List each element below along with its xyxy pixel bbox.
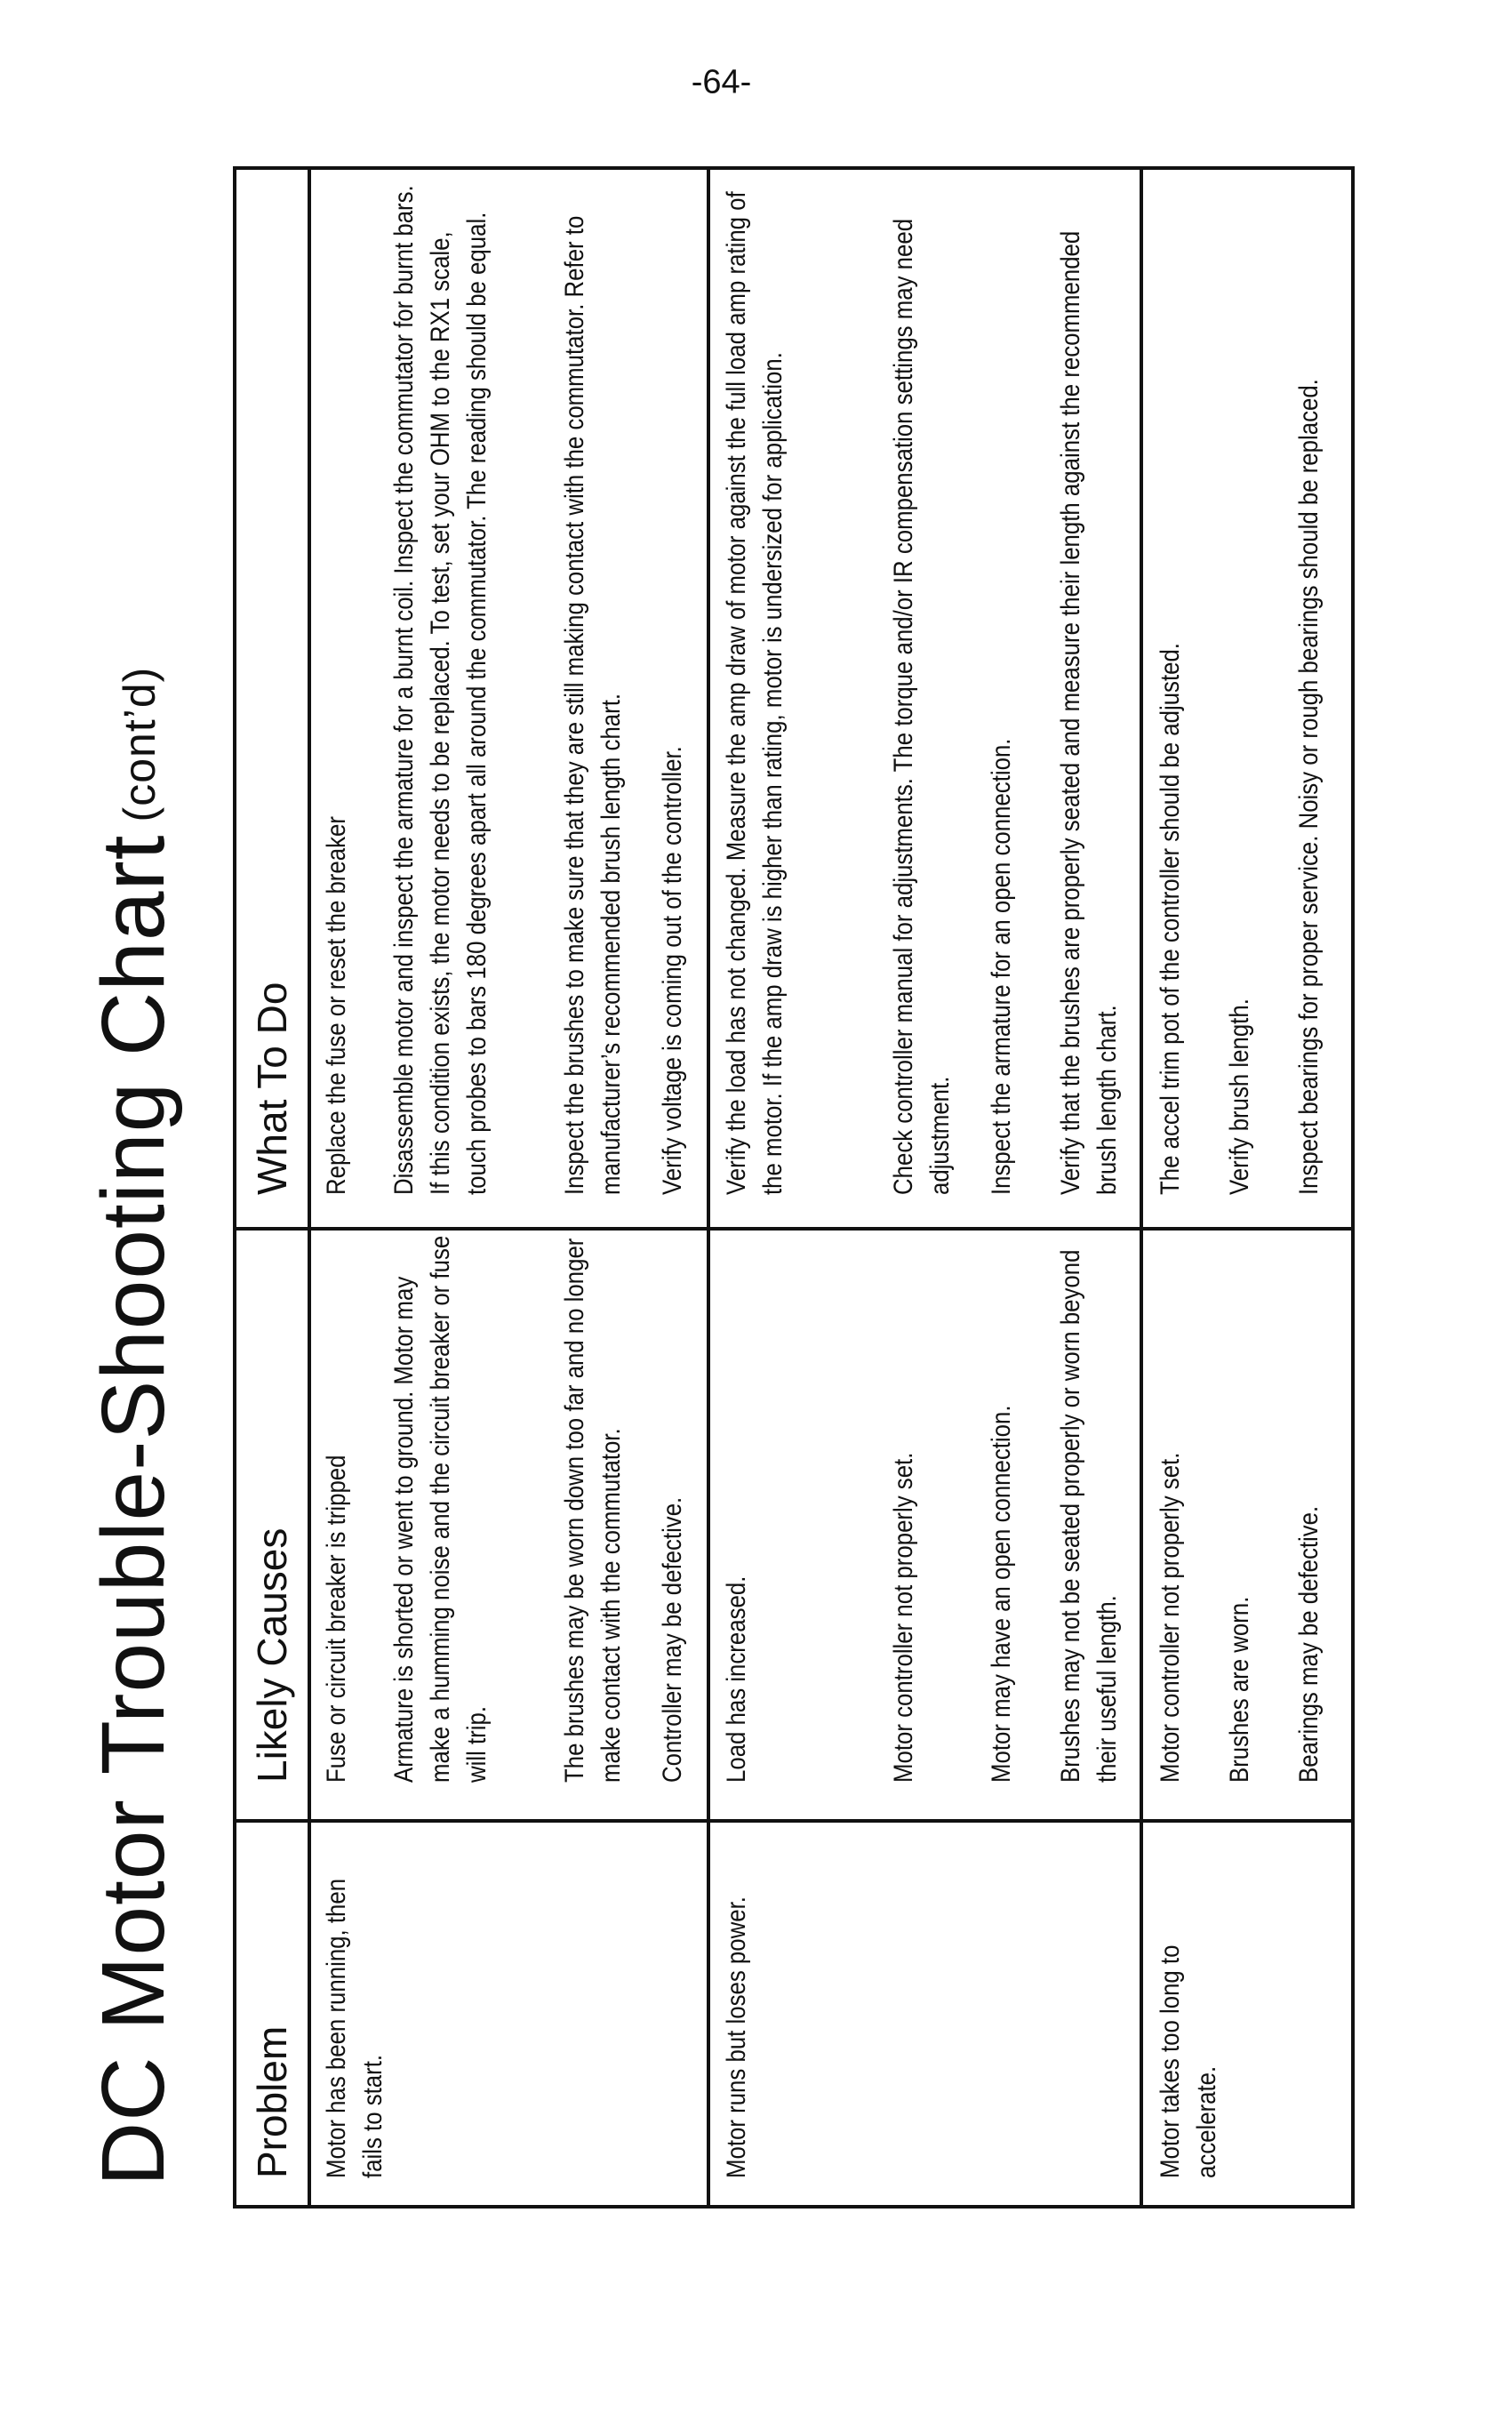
section-divider-1 (707, 170, 710, 2205)
cause-cell: Load has increased. (722, 1575, 751, 1783)
section-divider-2 (1140, 170, 1143, 2205)
title-suffix: (cont’d) (115, 666, 164, 822)
action-cell: Disassemble motor and inspect the armature for a burnt coil. Inspect the commutator for burnt bars. If this condition exists, the motor needs to be replaced. To test, set your OHM to the RX1 scale, touch probes to bars 180 degrees apart all around the commutator. The reading should be equal. (389, 185, 492, 1195)
cause-cell: Armature is shorted or went to ground. Motor may make a humming noise and the circuit breaker or fuse will trip. (389, 1235, 492, 1783)
header-problem: Problem (249, 2025, 295, 2178)
header-what-to-do: What To Do (249, 982, 295, 1195)
problem-cell: Motor has been running, then fails to start. (322, 1878, 388, 2178)
column-divider-problem (236, 1819, 1351, 1823)
action-cell: Verify the load has not changed. Measure the amp draw of motor against the full load amp rating of the motor. If the amp draw is higher than rating, motor is undersized for application. (722, 191, 788, 1195)
page-title (84, 666, 183, 2186)
cause-cell: Bearings may be defective. (1294, 1505, 1324, 1783)
cause-cell: Brushes may not be seated properly or worn beyond their useful length. (1056, 1249, 1122, 1783)
action-cell: Inspect the brushes to make sure that they are still making contact with the commutator. Refer to manufacturer’s recommended brush length chart. (560, 215, 626, 1195)
action-cell: The accel trim pot of the controller should be adjusted. (1156, 643, 1185, 1195)
cause-cell: Controller may be defective. (658, 1496, 687, 1783)
cause-cell: Brushes are worn. (1225, 1596, 1254, 1783)
title-text: DC Motor Trouble-Shooting Chart (84, 834, 183, 2186)
trouble-shooting-table (233, 166, 1355, 2209)
cause-cell: Motor controller not properly set. (1156, 1452, 1185, 1783)
cause-cell: Motor may have an open connection. (987, 1405, 1016, 1783)
action-cell: Verify that the brushes are properly seated and measure their length against the recommended brush length chart. (1056, 230, 1122, 1195)
header-likely-causes: Likely Causes (249, 1527, 295, 1783)
cause-cell: Motor controller not properly set. (889, 1452, 918, 1783)
page-number: -64- (691, 63, 752, 101)
cause-cell: The brushes may be worn down too far and no longer make contact with the commutator. (560, 1238, 626, 1783)
action-cell: Check controller manual for adjustments. The torque and/or IR compensation settings may need adjustment. (889, 218, 955, 1195)
problem-cell: Motor runs but loses power. (722, 1896, 751, 2178)
header-divider (308, 170, 311, 2205)
action-cell: Verify voltage is coming out of the controller. (658, 746, 687, 1195)
cause-cell: Fuse or circuit breaker is tripped (322, 1455, 351, 1783)
action-cell: Inspect bearings for proper service. Noisy or rough bearings should be replaced. (1294, 379, 1324, 1195)
action-cell: Verify brush length. (1225, 998, 1254, 1195)
action-cell: Inspect the armature for an open connection. (987, 738, 1016, 1195)
action-cell: Replace the fuse or reset the breaker (322, 816, 351, 1195)
problem-cell: Motor takes too long to accelerate. (1156, 1944, 1221, 2178)
